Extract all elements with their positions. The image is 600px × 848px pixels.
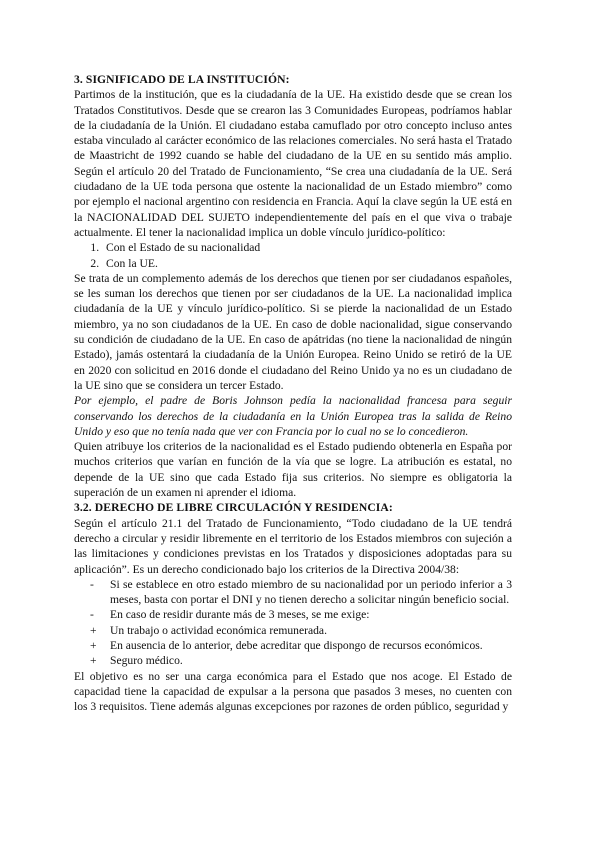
list-item: [74, 577, 512, 608]
example-paragraph: Por ejemplo, el padre de Boris Johnson pedía la nacionalidad francesa para seguir conservando los derechos de la ciudadanía en la Unión Europea tras la salida de Reino Unido y eso que no tenía nada que ver con Francia por lo cual no se lo concedieron.: [74, 394, 512, 438]
list-item: [74, 653, 512, 668]
list-item-text: Seguro médico.: [110, 654, 183, 668]
section-3-paragraph-1: Partimos de la institución, que es la ciudadanía de la UE. Ha existido desde que se crean los Tratados Constitutivos. Desde que se crearon las 3 Comunidades Europeas, podríamos hablar de la ciudadanía de la Unión. El ciudadano estaba camuflado por otro concepto incluso antes estaba vinculado al carácter económico de las relaciones comerciales. No será hasta el Tratado de Maastricht de 1992 cuando se hable del ciudadano de la UE en su sentido más amplio. Según el artículo 20 del Tratado de Funcionamiento, “Se crea una ciudadanía de la UE. Será ciudadano de la UE toda persona que ostente la nacionalidad de un Estado miembro” como por ejemplo el nacional argentino con residencia en Francia. Aquí la clave según la UE está en la NACIONALIDAD DEL SUJETO independientemente del país en el que viva o trabaje actualmente. El tener la nacionalidad implica un doble vínculo jurídico-político:: [74, 88, 512, 239]
plus-bullet: +: [90, 638, 97, 652]
list-item-text: En ausencia de lo anterior, debe acreditar que dispongo de recursos económicos.: [110, 638, 483, 652]
plus-bullet: +: [90, 623, 97, 637]
bond-list: [74, 240, 512, 271]
section-3-heading: 3. SIGNIFICADO DE LA INSTITUCIÓN:: [74, 73, 290, 86]
section-3-2-paragraph-2: El objetivo es no ser una carga económica para el Estado que nos acoge. El Estado de capacidad tiene la capacidad de expulsar a la persona que pasados 3 meses, no cuenten con los 3 requisitos. Tiene además algunas excepciones por razones de orden público, seguridad y: [74, 669, 512, 714]
section-3-2-paragraph-1: Según el artículo 21.1 del Tratado de Funcionamiento, “Todo ciudadano de la UE tendrá derecho a circular y residir libremente en el territorio de los Estados miembros con sujeción a las limitaciones y condiciones previstas en los Tratados y disposiciones adoptadas para su aplicación”. Es un derecho condicionado bajo los criterios de la Directiva 2004/38:: [74, 516, 512, 576]
list-item: [74, 607, 512, 622]
section-3-2-heading: 3.2. DERECHO DE LIBRE CIRCULACIÓN Y RESIDENCIA:: [74, 501, 393, 515]
dash-bullet: -: [90, 608, 94, 622]
section-3-paragraph-4: Quien atribuye los criterios de la nacionalidad es el Estado pudiendo obtenerla en España por muchos criterios que varían en función de la vía que se logre. La atribución es estatal, no depende de la UE sino que cada Estado fija sus criterios. No siempre es obligatoria la superación de un examen ni aprender el idioma.: [74, 440, 512, 500]
plus-bullet: +: [90, 654, 97, 668]
list-item-text: En caso de residir durante más de 3 meses, se me exige:: [110, 608, 370, 622]
requirements-list: [74, 577, 512, 669]
dash-bullet: -: [90, 577, 94, 591]
list-item: 1. Con el Estado de su nacionalidad: [102, 240, 512, 255]
list-item: [74, 623, 512, 638]
list-item-text: Si se establece en otro estado miembro de su nacionalidad por un periodo inferior a 3 meses, basta con portar el DNI y no tienen derecho a solicitar ningún beneficio social.: [110, 577, 512, 607]
list-item-text: Un trabajo o actividad económica remunerada.: [110, 623, 327, 637]
list-item: [74, 638, 512, 653]
list-item: 2. Con la UE.: [102, 256, 512, 271]
section-3-paragraph-2: Se trata de un complemento además de los derechos que tienen por ser ciudadanos españoles, se les suman los derechos que tienen por ser ciudadanos de la UE. La nacionalidad implica ciudadanía de la UE y vínculo jurídico-político. Si se pierde la nacionalidad de un Estado miembro, ya no son ciudadanos de la UE. En caso de doble nacionalidad, sigue conservando su condición de ciudadano de la UE. En caso de apátridas (no tiene la nacionalidad de ningún Estado), jamás ostentará la ciudadanía de la Unión Europea. Reino Unido se retiró de la UE en 2020 con solicitud en 2016 donde el ciudadano del Reino Unido ya no es un ciudadano de la UE sino que se considera un tercer Estado.: [74, 271, 512, 392]
